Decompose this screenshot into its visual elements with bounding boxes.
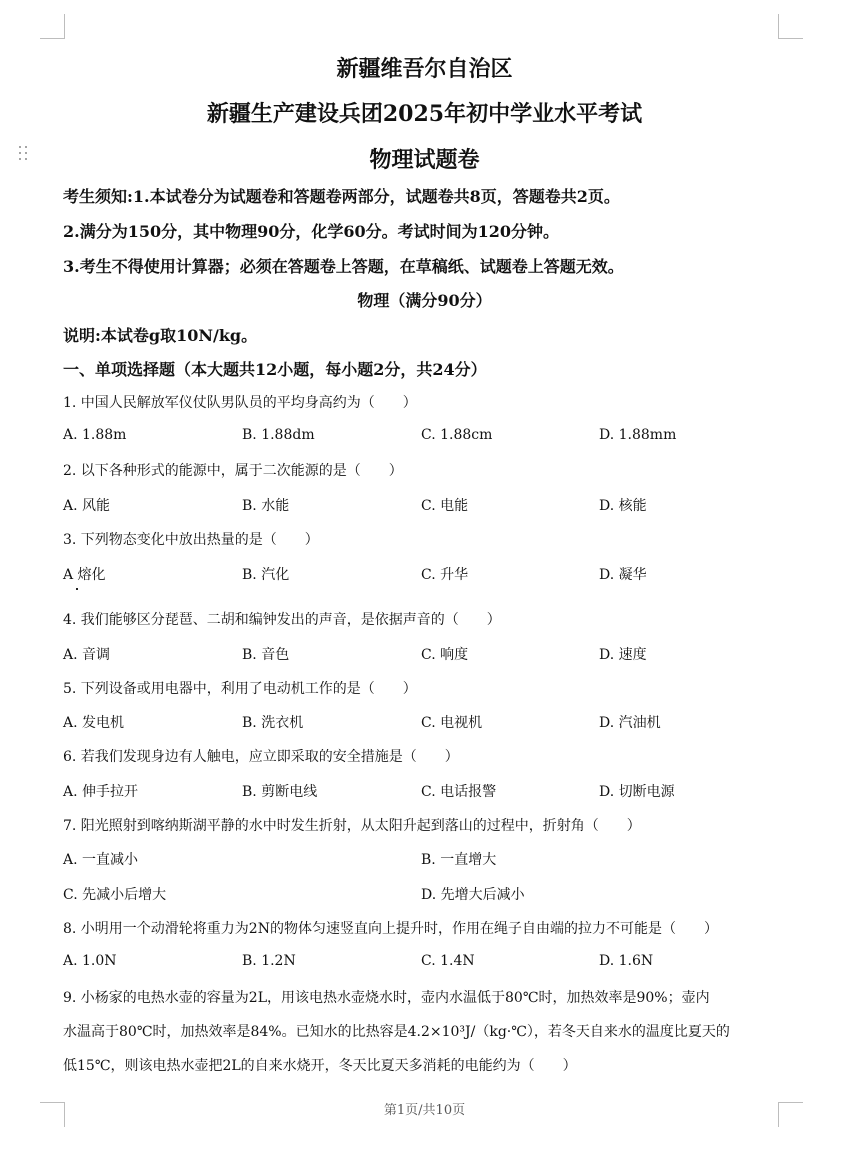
- option-c: C. 1.4N: [421, 953, 475, 969]
- question-stem: 3. 下列物态变化中放出热量的是（ ）: [63, 532, 319, 548]
- stray-mark: [76, 588, 78, 590]
- option-a: A. 伸手拉开: [63, 784, 139, 800]
- option-d: D. 凝华: [599, 567, 647, 583]
- option-d: D. 汽油机: [599, 715, 661, 731]
- option-c: C. 升华: [421, 567, 469, 583]
- explanation-note: 说明:本试卷g取10N/kg。: [63, 326, 258, 345]
- option-c: C. 响度: [421, 647, 469, 663]
- option-b: B. 一直增大: [421, 852, 497, 868]
- option-d: D. 1.6N: [599, 953, 654, 969]
- option-c: C. 电能: [421, 498, 469, 514]
- question-stem: 1. 中国人民解放军仪仗队男队员的平均身高约为（ ）: [63, 395, 417, 411]
- option-a: A. 风能: [63, 498, 111, 514]
- option-c: C. 1.88cm: [421, 427, 493, 443]
- question-stem: 4. 我们能够区分琵琶、二胡和编钟发出的声音，是依据声音的（ ）: [63, 612, 501, 628]
- option-a: A 熔化: [63, 567, 106, 583]
- option-c: C. 电话报警: [421, 784, 497, 800]
- option-d: D. 切断电源: [599, 784, 675, 800]
- option-d: D. 1.88mm: [599, 427, 677, 443]
- option-a: A. 1.88m: [63, 427, 127, 443]
- exam-title-main: 新疆生产建设兵团2025年初中学业水平考试: [206, 101, 643, 127]
- option-d: D. 核能: [599, 498, 647, 514]
- option-b: B. 汽化: [242, 567, 290, 583]
- option-b: B. 1.88dm: [242, 427, 315, 443]
- crop-mark-top-right: [778, 14, 803, 39]
- question-stem: 7. 阳光照射到喀纳斯湖平静的水中时发生折射，从太阳升起到落山的过程中，折射角（ ）: [63, 818, 641, 834]
- option-a: A. 发电机: [63, 715, 125, 731]
- question-stem: 2. 以下各种形式的能源中，属于二次能源的是（ ）: [63, 463, 403, 479]
- option-b: B. 水能: [242, 498, 290, 514]
- option-b: B. 1.2N: [242, 953, 296, 969]
- option-a: A. 1.0N: [63, 953, 117, 969]
- option-a: A. 一直减小: [63, 852, 139, 868]
- question-stem: 6. 若我们发现身边有人触电，应立即采取的安全措施是（ ）: [63, 749, 459, 765]
- option-c: C. 电视机: [421, 715, 483, 731]
- option-c: C. 先减小后增大: [63, 887, 167, 903]
- section-heading: 一、单项选择题（本大题共12小题，每小题2分，共24分）: [63, 360, 487, 379]
- question-stem-line: 9. 小杨家的电热水壶的容量为2L，用该电热水壶烧水时，壶内水温低于80℃时，加热效率是90%；壶内: [63, 990, 710, 1006]
- question-stem-line: 低15℃，则该电热水壶把2L的自来水烧开，冬天比夏天多消耗的电能约为（ ）: [63, 1058, 577, 1074]
- option-a: A. 音调: [63, 647, 111, 663]
- subject-heading: 物理（满分90分）: [357, 291, 492, 310]
- question-stem: 8. 小明用一个动滑轮将重力为2N的物体匀速竖直向上提升时，作用在绳子自由端的拉力不可能是（ ）: [63, 921, 718, 937]
- page-footer: 第1页/共10页: [383, 1103, 466, 1118]
- candidate-notice-2: 2.满分为150分，其中物理90分，化学60分。考试时间为120分钟。: [63, 222, 560, 241]
- candidate-notice-3: 3.考生不得使用计算器；必须在答题卷上答题，在草稿纸、试题卷上答题无效。: [63, 257, 624, 276]
- option-b: B. 剪断电线: [242, 784, 318, 800]
- question-stem-line: 水温高于80℃时，加热效率是84%。已知水的比热容是4.2×10³J/（kg·℃），若冬天自来水的温度比夏天的: [63, 1024, 730, 1040]
- crop-mark-top-left: [40, 14, 65, 39]
- exam-title-subject: 物理试题卷: [369, 147, 480, 173]
- option-d: D. 先增大后减小: [421, 887, 525, 903]
- question-stem: 5. 下列设备或用电器中，利用了电动机工作的是（ ）: [63, 681, 417, 697]
- option-b: B. 音色: [242, 647, 290, 663]
- candidate-notice-1: 考生须知:1.本试卷分为试题卷和答题卷两部分，试题卷共8页，答题卷共2页。: [63, 187, 620, 206]
- option-b: B. 洗衣机: [242, 715, 304, 731]
- option-d: D. 速度: [599, 647, 647, 663]
- exam-title-region: 新疆维吾尔自治区: [336, 56, 513, 82]
